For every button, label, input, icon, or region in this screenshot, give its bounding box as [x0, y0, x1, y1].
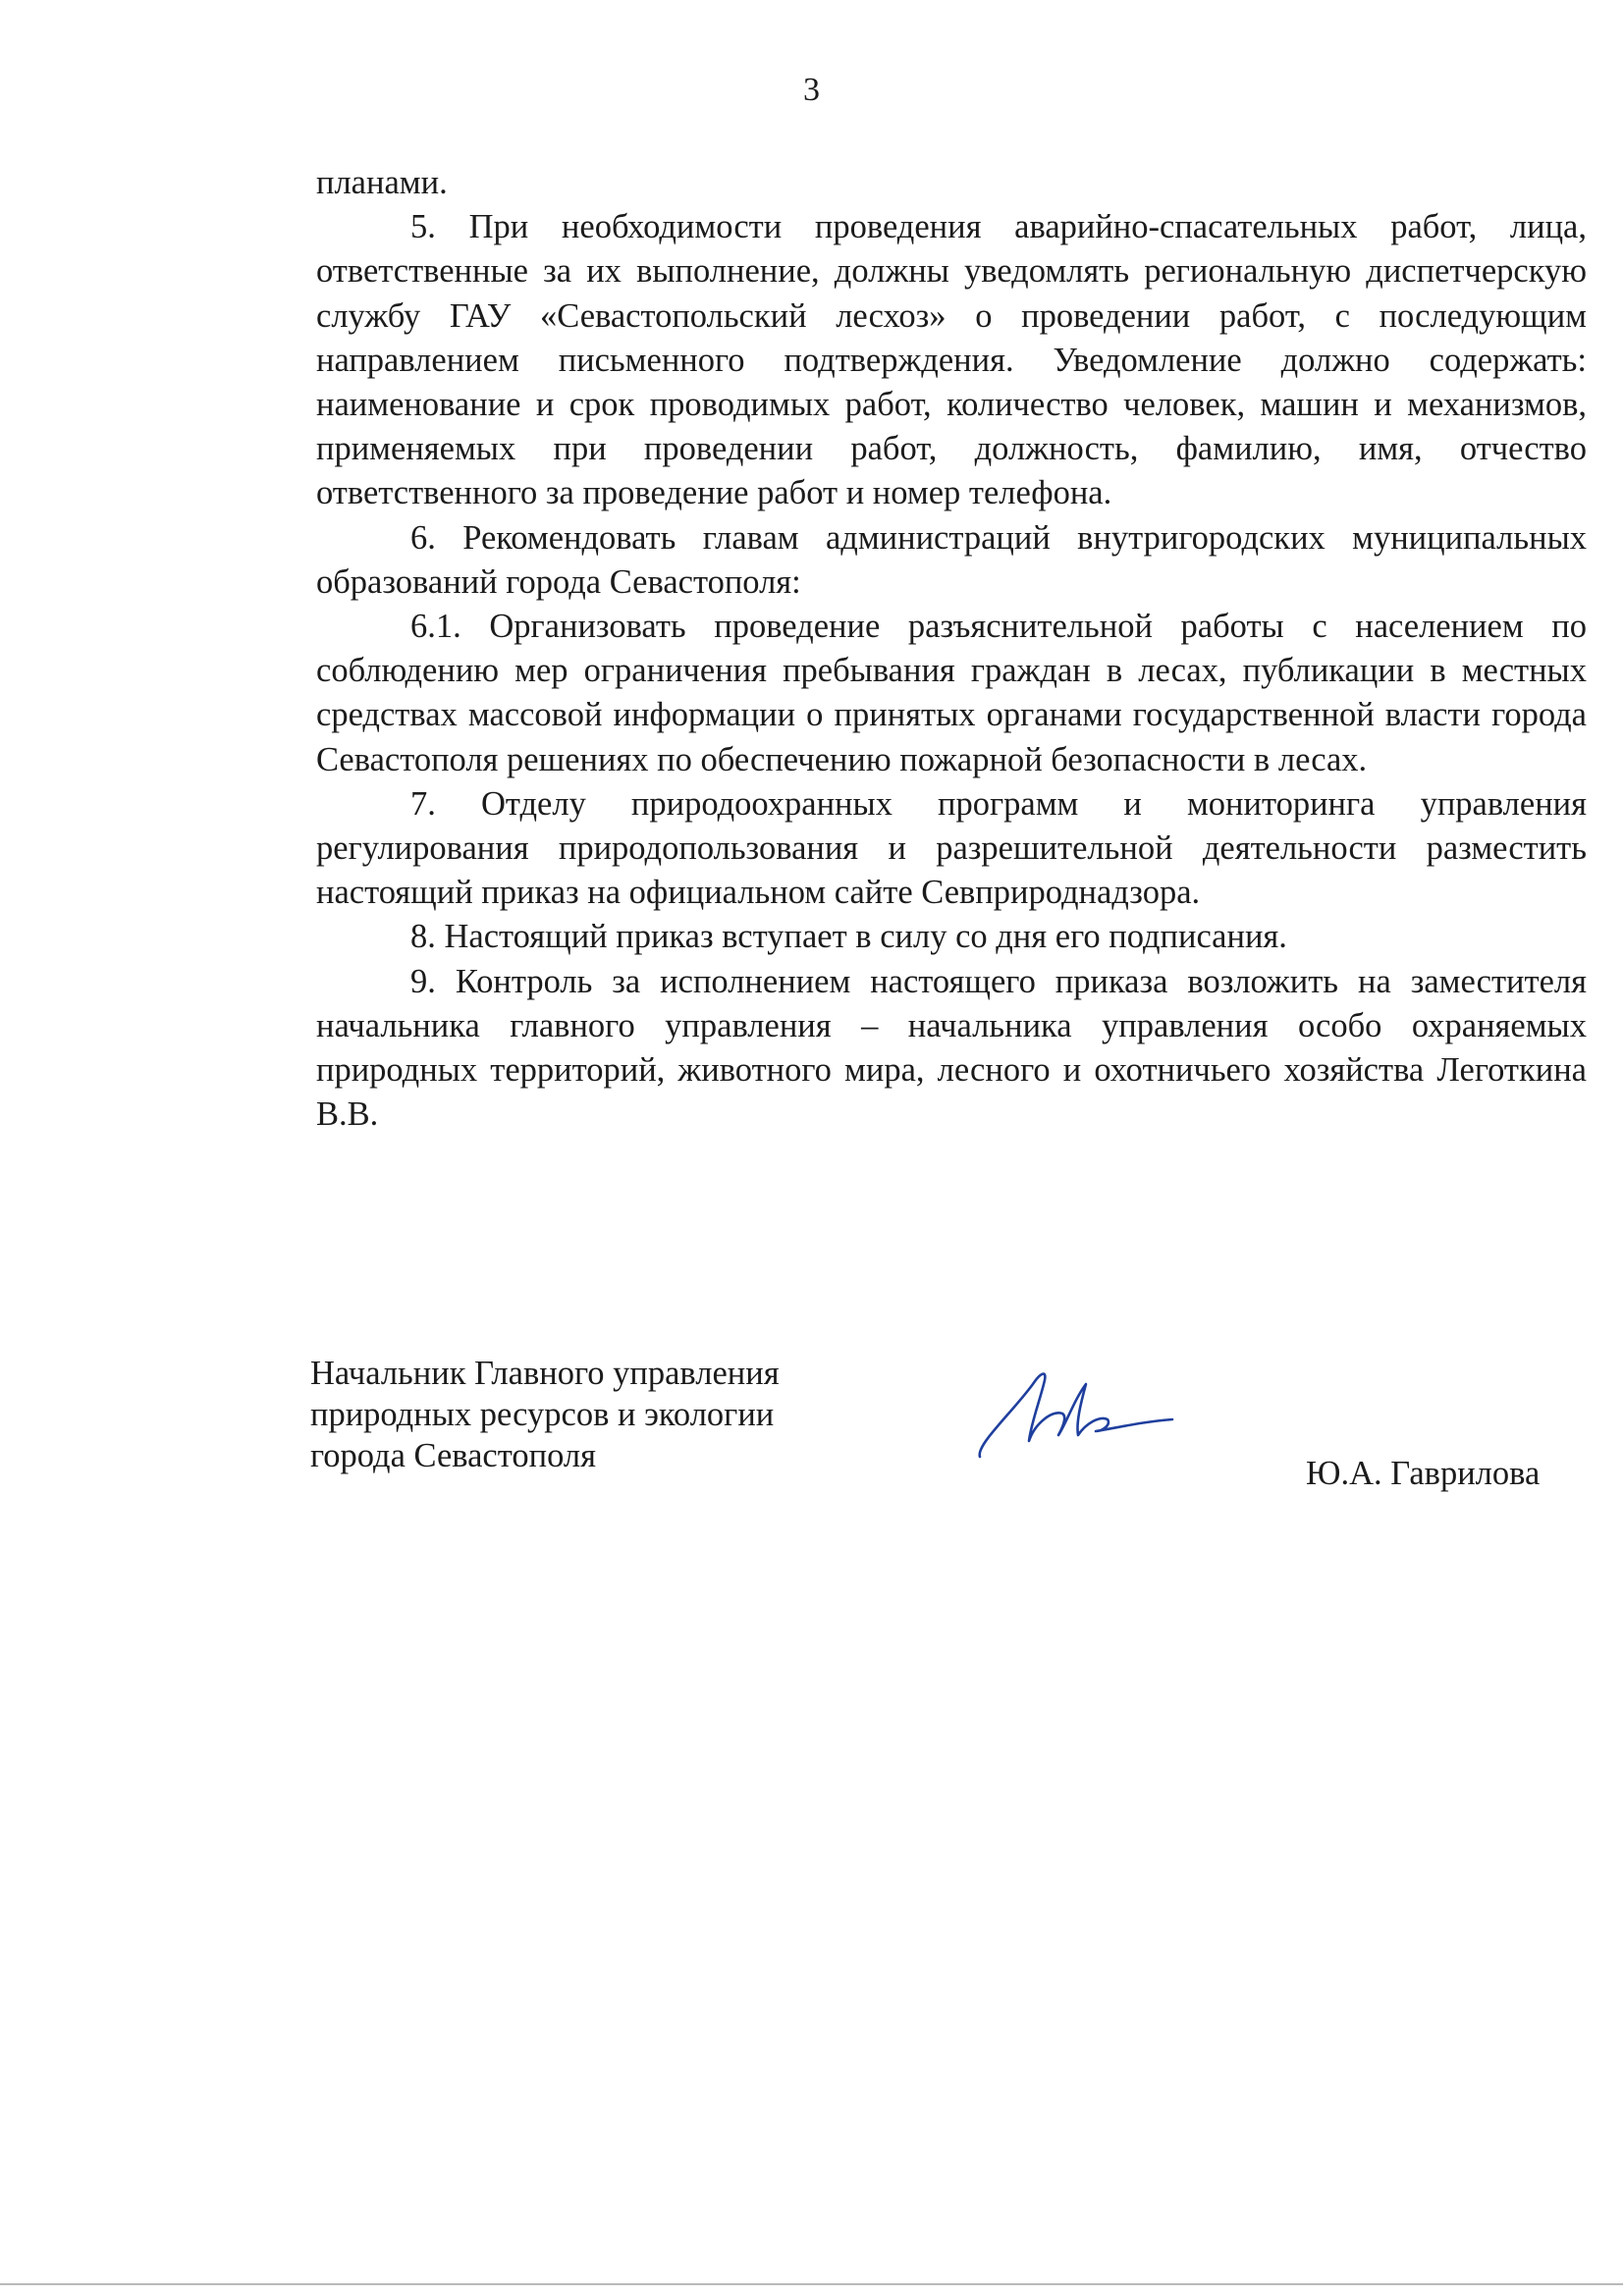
signatory-position-line: Начальник Главного управления [310, 1355, 780, 1392]
signatory-position [310, 1353, 919, 1476]
paragraph-item-5: 5. При необходимости проведения аварийно-спасательных работ, лица, ответственные за их выполнение, должны уведомлять региональную диспетчерскую службу ГАУ «Севастопольский лесхоз» о проведении работ, с последующим направлением письменного подтверждения. Уведомление должно содержать: наименование и срок проводимых работ, количество человек, машин и механизмов, применяемых при проведении работ, должность, фамилию, имя, отчество ответственного за проведение работ и номер телефона. [316, 208, 1587, 512]
paragraph-item-8: 8. Настоящий приказ вступает в силу со дня его подписания. [410, 918, 1287, 956]
scan-edge-line [0, 2283, 1623, 2285]
paragraph-item-6: 6. Рекомендовать главам администраций внутригородских муниципальных образований города Севастополя: [316, 518, 1587, 601]
paragraph-continuation: планами. [316, 164, 448, 201]
page-number: 3 [803, 72, 820, 108]
paragraph-item-6-1: 6.1. Организовать проведение разъяснительной работы с населением по соблюдению мер ограничения пребывания граждан в лесах, публикации в местных средствах массовой информации о принятых органами государственной власти города Севастополя решениях по обеспечению пожарной безопасности в лесах. [316, 608, 1587, 778]
paragraph-item-7: 7. Отделу природоохранных программ и мониторинга управления регулирования природопользования и разрешительной деятельности разместить настоящий приказ на официальном сайте Севприроднадзора. [316, 784, 1587, 912]
signatory-position-line: города Севастополя [310, 1437, 596, 1474]
document-body [316, 161, 1587, 1137]
paragraph-item-9: 9. Контроль за исполнением настоящего приказа возложить на заместителя начальника главного управления – начальника управления особо охраняемых природных территорий, животного мира, лесного и охотничьего хозяйства Леготкина В.В. [316, 962, 1587, 1134]
handwritten-signature-icon [972, 1362, 1188, 1470]
signatory-position-line: природных ресурсов и экологии [310, 1396, 775, 1433]
signatory-name: Ю.А. Гаврилова [1306, 1455, 1541, 1492]
